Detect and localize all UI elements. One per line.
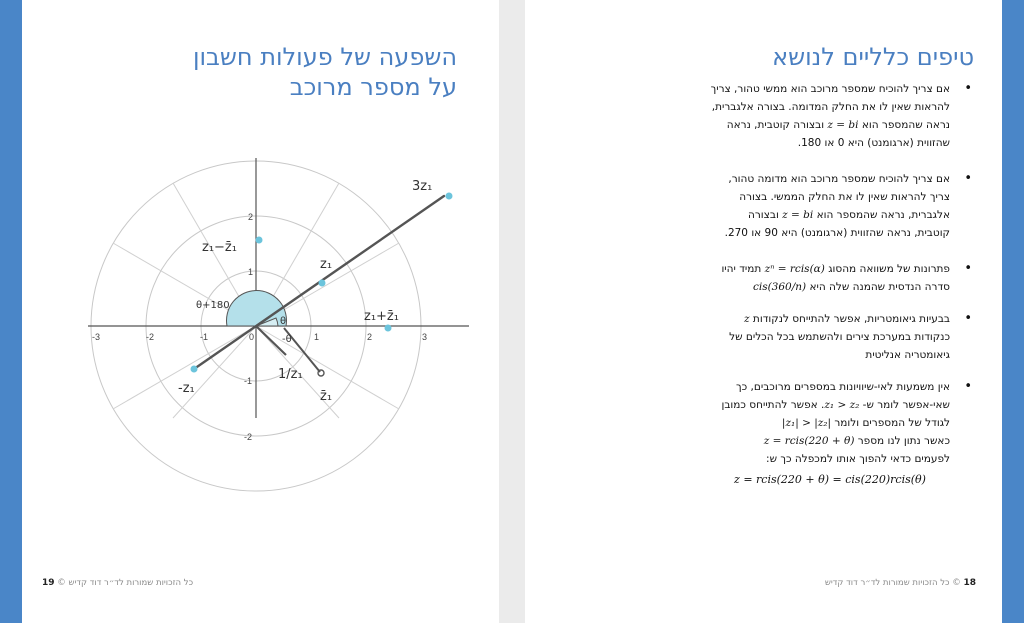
math-expression: |z₁| > |z₂| <box>781 417 832 429</box>
page-title-right: טיפים כלליים לנושא <box>772 43 974 71</box>
bullet-icon: • <box>964 171 972 186</box>
math-expression: z = bi <box>827 119 859 131</box>
bullet-text: אם צריך להוכיח שמספר מרוכב הוא ממשי טהור, צריך להראות שאין לו את החלק המדומה. בצורה אלגברית, נראה שהמספר הוא <box>710 83 950 131</box>
point-conj-z1 <box>318 370 324 376</box>
copyright-text: © כל הזכויות שמורות לד״ר דוד קדיש <box>824 578 961 588</box>
label-inverse-z1: 1/z₁ <box>278 367 303 382</box>
list-item <box>710 170 972 242</box>
x-tick-label: 3 <box>422 332 428 342</box>
list-item <box>710 378 972 489</box>
x-tick-label: 0 <box>249 332 255 342</box>
label-theta: θ <box>280 316 287 327</box>
bullet-text: לפעמים כדאי להפוך אותו למכפלה כך ש: <box>766 453 950 465</box>
point-z1-minus-conj <box>256 237 263 244</box>
list-item <box>710 80 972 152</box>
point-z1-plus-conj <box>385 325 392 332</box>
bullet-text: תמיד יהיו סדרה הנדסית שהמנה שלה היא <box>721 263 950 293</box>
point-minus-z1 <box>191 366 198 373</box>
math-expression: z <box>744 313 750 325</box>
page-19 <box>22 0 499 623</box>
footer-right <box>825 578 976 588</box>
bullet-text: אין משמעות לאי-שיוויונות במספרים מרוכבים, כך שאי-אפשר לומר ש- <box>736 381 950 411</box>
title-line-1: השפעה של פעולות חשבון <box>192 43 457 71</box>
complex-plane-diagram <box>74 148 474 442</box>
radial-210 <box>113 326 256 409</box>
book-spread <box>22 0 1002 623</box>
math-expression: zⁿ = rcis(α) <box>764 263 825 275</box>
label-angle-plus: θ+180 <box>196 300 230 311</box>
math-expression: z = rcis(220 + θ) <box>763 435 855 447</box>
y-tick-label: -2 <box>244 432 253 442</box>
page-number: 18 <box>963 578 976 588</box>
x-tick-label: -1 <box>200 332 209 342</box>
copyright-text: © כל הזכויות שמורות לד״ר דוד קדיש <box>57 578 194 588</box>
footer-left <box>42 578 193 588</box>
bullet-text: פתרונות של משוואה מהסוג <box>824 263 950 275</box>
math-expression: cis(360/n) <box>752 281 807 293</box>
radial-240 <box>173 326 256 418</box>
bullet-icon: • <box>964 311 972 326</box>
page-title-left <box>57 42 457 102</box>
page-number: 19 <box>42 578 55 588</box>
bullet-text: . אפשר להתייחס כמובן לגודל של המספרים ולומר <box>721 399 950 429</box>
y-tick-label: 2 <box>248 212 254 222</box>
x-tick-label: 1 <box>314 332 320 342</box>
bullet-icon: • <box>964 261 972 276</box>
bullet-icon: • <box>964 81 972 96</box>
bullet-text: אם צריך להוכיח שמספר מרוכב הוא מדומה טהור, צריך להראות שאין לו את החלק הממשי. בצורה אלגברית, נראה שהמספר הוא <box>728 173 950 221</box>
list-item <box>710 260 972 296</box>
label-minus-z1: -z₁ <box>178 381 195 396</box>
label-conj-z1: z̄₁ <box>320 389 333 404</box>
bullet-text: ובצורה קוטבית, נראה שהזווית (ארגומנט) היא 90 או 270. <box>724 209 950 239</box>
x-tick-label: -3 <box>92 332 101 342</box>
bullet-text: כנקודות במערכת צירים ולהשתמש בכל הכלים של גיאומטריה אנליטית <box>729 331 950 361</box>
y-tick-label: 1 <box>248 267 254 277</box>
x-tick-label: -2 <box>146 332 155 342</box>
tips-list <box>710 80 972 492</box>
bullet-icon: • <box>964 379 972 394</box>
label-minus-theta: -θ <box>282 334 292 345</box>
bullet-text: כאשר נתון לנו מספר <box>854 435 950 447</box>
point-z1 <box>319 280 326 287</box>
label-3z1: 3z₁ <box>412 179 433 194</box>
math-expression: z₁ > z₂ <box>824 399 860 411</box>
bullet-text: ובצורה קוטבית, נראה שהזווית (ארגומנט) היא 0 או 180. <box>726 119 950 149</box>
page-18 <box>525 0 1002 623</box>
page-gutter <box>499 0 525 623</box>
y-tick-label: -1 <box>244 376 253 386</box>
point-3z1 <box>446 193 453 200</box>
math-expression: z = rcis(220 + θ) = cis(220)rcis(θ) <box>734 473 926 486</box>
label-z1-minus-conj: z₁−z̄₁ <box>202 240 237 255</box>
label-z1: z₁ <box>320 257 333 272</box>
title-line-2: על מספר מרוכב <box>289 73 457 101</box>
x-tick-label: 2 <box>367 332 373 342</box>
bullet-text: בבעיות גיאומטריות, אפשר להתייחס לנקודות <box>749 313 950 325</box>
math-expression: z = bi <box>782 209 814 221</box>
list-item <box>710 310 972 364</box>
label-z1-plus-conj: z₁+z̄₁ <box>364 309 399 324</box>
